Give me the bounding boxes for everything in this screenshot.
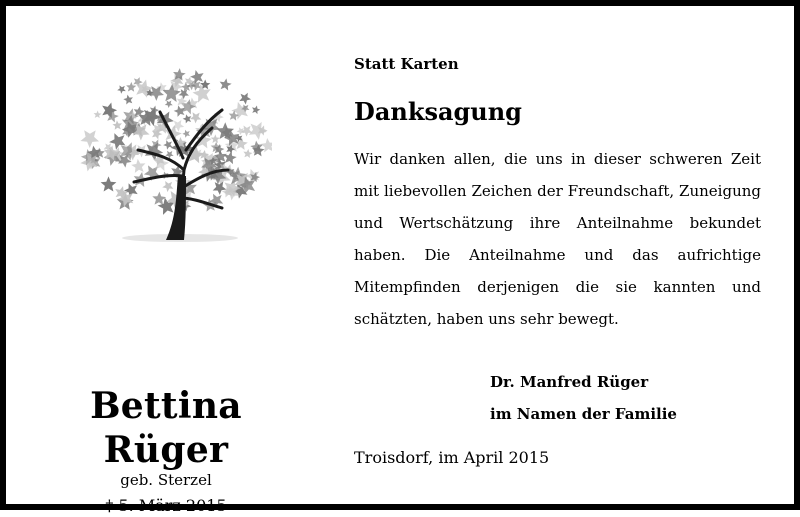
notice-body: Wir danken allen, die uns in dieser schweren Zeit mit liebevollen Zeichen der Freundschaft, Zuneigung und Wertschätzung ihre Anteilnahme bekundet haben. Die Anteilnahme und das aufrichtige Mitempfinden derjenigen die sie kannten und schätzten, haben uns sehr bewegt.: [354, 150, 761, 328]
signature-name: Dr. Manfred Rüger: [490, 373, 649, 391]
signature-line: im Namen der Familie: [490, 405, 677, 423]
thanks-notice: [354, 52, 761, 335]
notice-title: Danksagung: [354, 97, 522, 126]
tree-icon: [72, 58, 272, 248]
pre-title: Statt Karten: [354, 55, 459, 73]
death-date: † 5. März 2015: [105, 496, 227, 515]
deceased-name: Bettina Rüger: [90, 385, 242, 471]
place-date: Troisdorf, im April 2015: [354, 448, 550, 467]
signature-block: [490, 366, 677, 430]
deceased-block: [46, 384, 286, 517]
maiden-name: geb. Sterzel: [120, 471, 212, 489]
